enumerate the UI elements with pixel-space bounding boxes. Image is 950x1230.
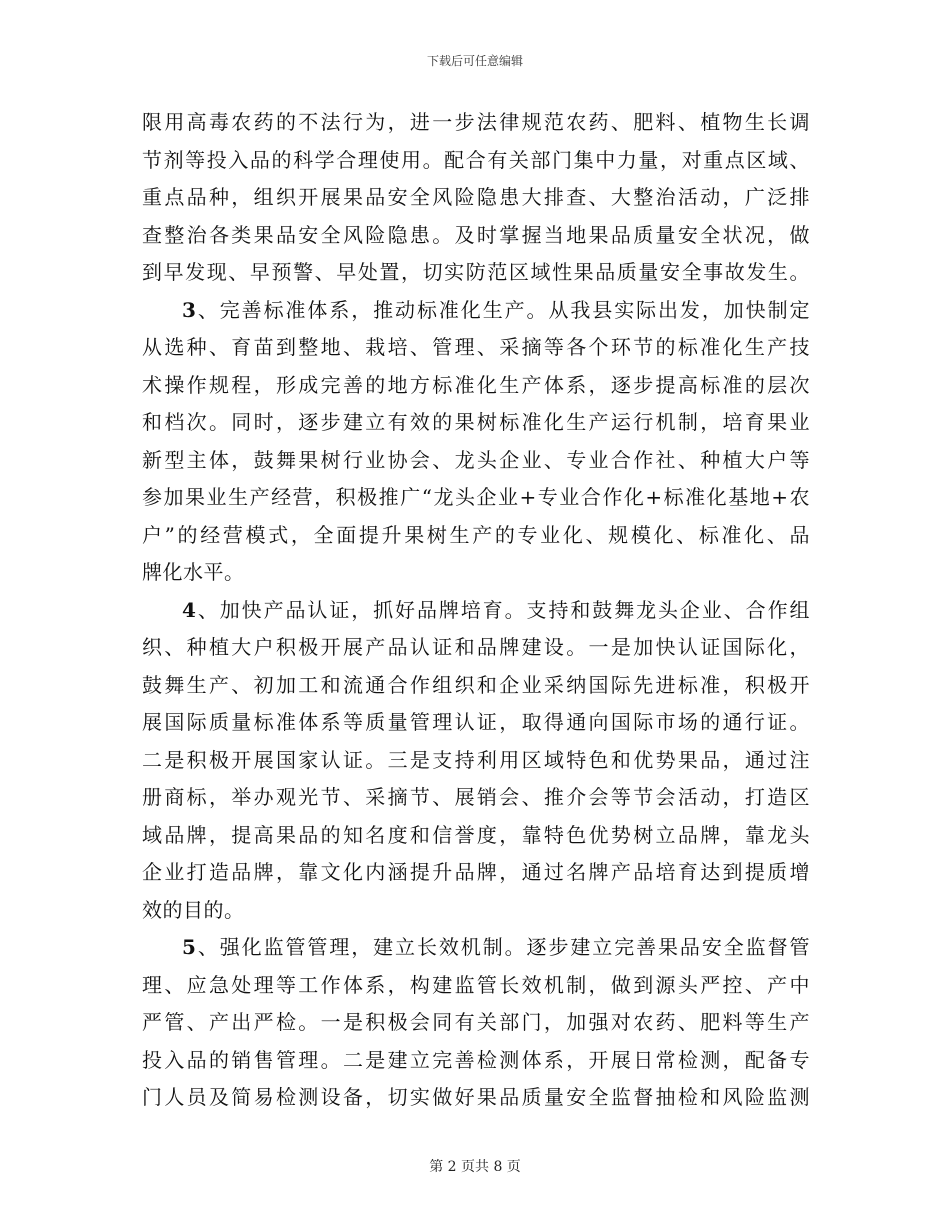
text-line: 术操作规程，形成完善的地方标准化生产体系，逐步提高标准的层次 xyxy=(142,372,810,397)
text-line: 域品牌，提高果品的知名度和信誉度，靠特色优势树立品牌，靠龙头 xyxy=(142,822,810,847)
text-line: 织、种植大户积极开展产品认证和品牌建设。一是加快认证国际化， xyxy=(142,635,810,659)
text-line: 重点品种，组织开展果品安全风险隐患大排查、大整治活动，广泛排 xyxy=(142,185,810,209)
text-line: 查整治各类果品安全风险隐患。及时掌握当地果品质量安全状况，做 xyxy=(142,222,810,247)
text-line: 节剂等投入品的科学合理使用。配合有关部门集中力量，对重点区域、 xyxy=(142,147,810,172)
text-line: 理、应急处理等工作体系，构建监管长效机制，做到源头严控、产中 xyxy=(142,972,810,997)
text-line: 、强化监管管理，建立长效机制。逐步建立完善果品安全监督管 xyxy=(196,935,810,959)
text-line: 从选种、育苗到整地、栽培、管理、采摘等各个环节的标准化生产技 xyxy=(142,335,810,359)
text-line: 新型主体，鼓舞果树行业协会、龙头企业、专业合作社、种植大户等 xyxy=(142,447,810,472)
text-line: 册商标，举办观光节、采摘节、展销会、推介会等节会活动，打造区 xyxy=(142,785,810,809)
text-line: 、完善标准体系，推动标准化生产。从我县实际出发，加快制定 xyxy=(196,297,810,322)
text-line: 投入品的销售管理。二是建立完善检测体系，开展日常检测，配备专 xyxy=(142,1047,810,1072)
text-line: 和档次。同时，逐步建立有效的果树标准化生产运行机制，培育果业 xyxy=(142,410,810,434)
text-line: 、加快产品认证，抓好品牌培育。支持和鼓舞龙头企业、合作组 xyxy=(196,597,810,622)
text-line: 鼓舞生产、初加工和流通合作组织和企业采纳国际先进标准，积极开 xyxy=(142,672,810,697)
document-body xyxy=(142,104,810,1117)
text-line: 二是积极开展国家认证。三是支持利用区域特色和优势果品，通过注 xyxy=(142,747,810,772)
item-number: 5 xyxy=(182,935,197,959)
paragraph-first-line xyxy=(142,292,810,330)
text-line: 户”的经营模式，全面提升果树生产的专业化、规模化、标准化、品 xyxy=(142,522,810,547)
item-number: 3 xyxy=(182,297,197,322)
text-line: 展国际质量标准体系等质量管理认证，取得通向国际市场的通行证。 xyxy=(142,710,810,734)
text-line: 门人员及简易检测设备，切实做好果品质量安全监督抽检和风险监测 xyxy=(142,1085,810,1109)
text-line: 企业打造品牌，靠文化内涵提升品牌，通过名牌产品培育达到提质增 xyxy=(142,860,810,884)
paragraph-first-line xyxy=(142,929,810,967)
text-line: 效的目的。 xyxy=(142,897,245,922)
page-footer: 第 2 页共 8 页 xyxy=(429,1159,521,1175)
page-header: 下载后可任意编辑 xyxy=(426,54,523,68)
text-line: 牌化水平。 xyxy=(142,560,245,584)
text-line: 到早发现、早预警、早处置，切实防范区域性果品质量安全事故发生。 xyxy=(142,260,810,284)
item-number: 4 xyxy=(182,597,197,622)
text-line: 限用高毒农药的不法行为，进一步法律规范农药、肥料、植物生长调 xyxy=(142,110,810,134)
text-line: 参加果业生产经营，积极推广“龙头企业+专业合作化+标准化基地+农 xyxy=(142,485,810,509)
paragraph-first-line xyxy=(142,592,810,630)
text-line: 严管、产出严检。一是积极会同有关部门，加强对农药、肥料等生产 xyxy=(142,1010,810,1034)
